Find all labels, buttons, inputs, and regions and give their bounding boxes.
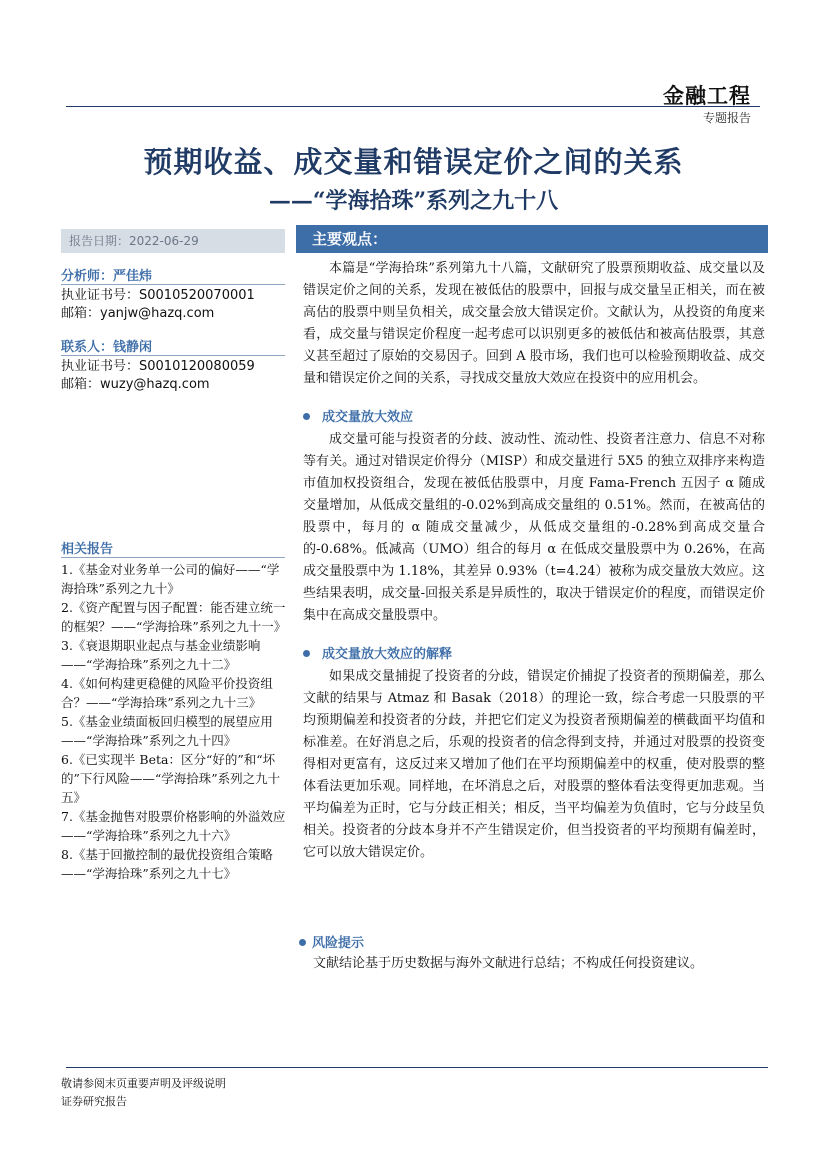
bullet-explanation [303, 643, 765, 662]
risk-text: 文献结论基于历史数据与海外文献进行总结；不构成任何投资建议。 [313, 956, 704, 971]
related-report-item[interactable]: 6.《已实现半 Beta：区分“好的”和“坏的”下行风险——“学海拾珠”系列之九十五》 [61, 752, 281, 805]
bullet-dot-icon [303, 650, 310, 657]
related-report-item[interactable]: 5.《基金业绩面板回归模型的展望应用——“学海拾珠”系列之九十四》 [61, 714, 273, 748]
related-report-item[interactable]: 7.《基金抛售对股票价格影响的外溢效应——“学海拾珠”系列之九十六》 [61, 809, 286, 843]
footer-disclaimer: 敬请参阅末页重要声明及评级说明 [61, 1077, 226, 1090]
bullet2-title: 成交量放大效应的解释 [322, 647, 453, 662]
analyst-cert: 执业证书号：S0010520070001 [61, 288, 255, 303]
risk-title: 风险提示 [312, 936, 365, 951]
analyst-name: 分析师：严佳炜 [61, 269, 153, 284]
bullet1-title: 成交量放大效应 [322, 410, 414, 425]
bullet1-paragraph: 成交量可能与投资者的分歧、波动性、流动性、投资者注意力、信息不对称等有关。通过对错误定价得分（MISP）和成交量进行 5X5 的独立双排序来构造市值加权投资组合，发现在被低估股票中，月度 Fama-French 五因子 α 随成交量增加，从低成交量组的-0.02%到高成交量组的 0.51%。然而，在被高估的股票中，每月的 α 随成交量减少，从低成交量组的-0.28%到高成交量合的-0.68%。低减高（UMO）组合的每月 α 在低成交量股票中为 0.26%，在高成交量股票中为 1.18%，其差异 0.93%（t=4.24）被称为成交量放大效应。这些结果表明，成交量-回报关系是异质性的，取决于错误定价的程度，而错误定价集中在高成交量股票中。 [303, 432, 765, 623]
related-report-item[interactable]: 3.《衰退期职业起点与基金业绩影响——“学海拾珠”系列之九十二》 [61, 638, 261, 672]
related-report-item[interactable]: 8.《基于回撤控制的最优投资组合策略——“学海拾珠”系列之九十七》 [61, 847, 273, 881]
risk-heading [299, 932, 364, 951]
report-date-value: 2022-06-29 [129, 234, 199, 248]
main-content [303, 258, 765, 864]
related-report-item[interactable]: 4.《如何构建更稳健的风险平价投资组合？——“学海拾珠”系列之九十三》 [61, 676, 273, 710]
main-points-header: 主要观点： [296, 225, 768, 253]
header-divider [66, 106, 760, 107]
contact-name: 联系人：钱静闲 [61, 340, 153, 355]
related-divider [61, 557, 285, 558]
analyst-divider [61, 284, 285, 285]
bullet-volume-amplification [303, 406, 765, 425]
report-date-label: 报告日期： [69, 234, 130, 248]
analyst-email: 邮箱：yanjw@hazq.com [61, 306, 215, 321]
report-date [61, 229, 285, 253]
header-category: 金融工程 [663, 83, 751, 108]
footer-report-label: 证券研究报告 [61, 1095, 127, 1108]
header-report-type: 专题报告 [702, 111, 751, 125]
contact-email: 邮箱：wuzy@hazq.com [61, 377, 210, 392]
bullet2-paragraph: 如果成交量捕捉了投资者的分歧，错误定价捕捉了投资者的预期偏差，那么文献的结果与 Atmaz 和 Basak（2018）的理论一致，综合考虑一只股票的平均预期偏差和投资者的分歧，并把它们定义为投资者预期偏差的横截面平均值和标准差。在好消息之后，乐观的投资者的信念得到支持，并通过对股票的投资变得相对更富有，这反过来又增加了他们在平均预期偏差中的权重，使对股票的整体看法更加乐观。同样地，在坏消息之后，对股票的整体看法变得更加悲观。当平均偏差为正时，它与分歧正相关；相反，当平均偏差为负值时，它与分歧呈负相关。投资者的分歧本身并不产生错误定价，但当投资者的平均预期有偏差时，它可以放大错误定价。 [303, 669, 765, 860]
related-reports-title: 相关报告 [61, 542, 114, 557]
bullet-dot-icon [303, 413, 310, 420]
report-title: 预期收益、成交量和错误定价之间的关系 [143, 145, 684, 179]
report-subtitle: ——“学海拾珠”系列之九十八 [268, 188, 559, 214]
intro-paragraph: 本篇是“学海拾珠”系列第九十八篇，文献研究了股票预期收益、成交量以及错误定价之间的关系，发现在被低估的股票中，回报与成交量呈正相关，而在被高估的股票中则呈负相关，成交量会放大错误定价。文献认为，从投资的角度来看，成交量与错误定价程度一起考虑可以识别更多的被低估和被高估股票，其意义甚至超过了原始的交易因子。回到 A 股市场，我们也可以检验预期收益、成交量和错误定价之间的关系，寻找成交量放大效应在投资中的应用机会。 [303, 261, 765, 386]
related-report-item[interactable]: 1.《基金对业务单一公司的偏好——“学海拾珠”系列之九十》 [61, 562, 280, 596]
related-report-item[interactable]: 2.《资产配置与因子配置：能否建立统一的框架？——“学海拾珠”系列之九十一》 [61, 600, 287, 634]
bullet-dot-icon [299, 939, 306, 946]
contact-divider [61, 355, 285, 356]
related-reports-list [61, 560, 289, 883]
contact-cert: 执业证书号：S0010120080059 [61, 359, 255, 374]
footer-divider [66, 1067, 768, 1068]
